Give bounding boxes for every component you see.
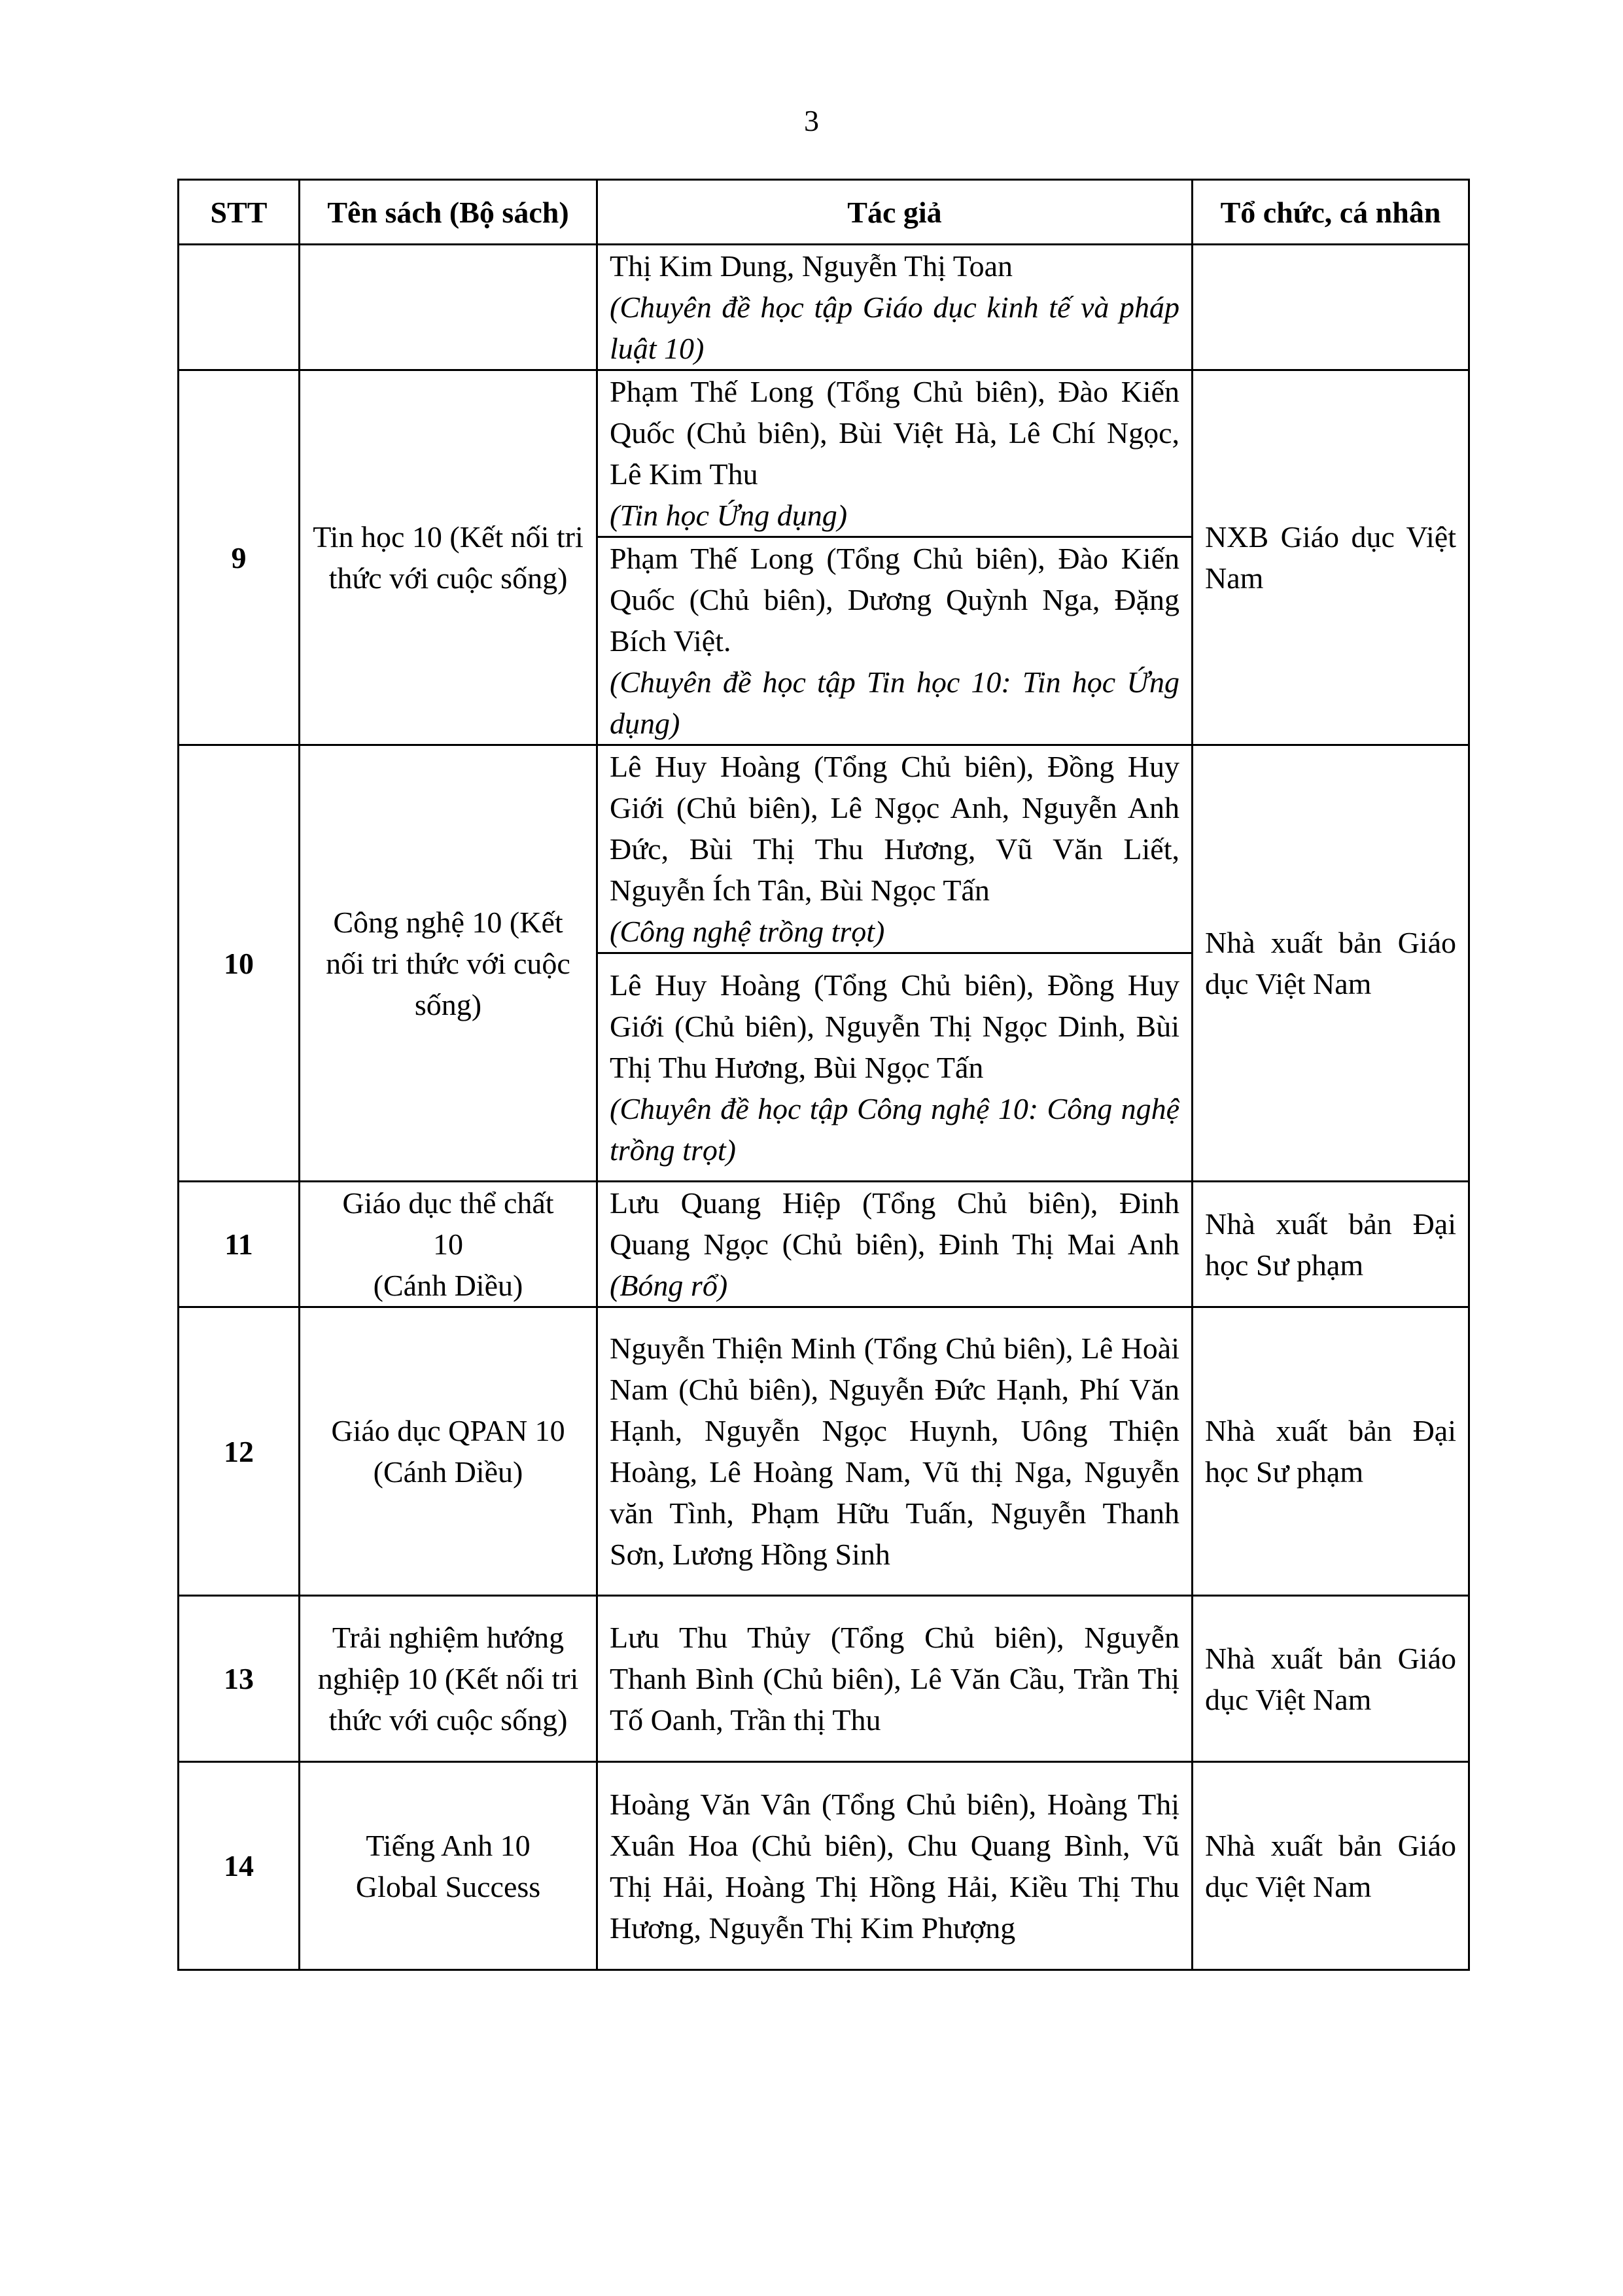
author-cell (597, 1307, 1193, 1596)
author-names: Phạm Thế Long (Tổng Chủ biên), Đào Kiến Quốc (Chủ biên), Dương Quỳnh Nga, Đặng Bích Việt. (610, 542, 1179, 658)
author-cell (597, 1762, 1193, 1970)
table-row (179, 370, 1469, 537)
textbook-table (177, 179, 1470, 1971)
org-cell: Nhà xuất bản Giáo dục Việt Nam (1193, 745, 1469, 1182)
table-row (179, 745, 1469, 953)
author-names: Phạm Thế Long (Tổng Chủ biên), Đào Kiến Quốc (Chủ biên), Bùi Việt Hà, Lê Chí Ngọc, Lê Kim Thu (610, 375, 1179, 491)
book-title-line: Giáo dục thể chất (342, 1186, 554, 1220)
stt-cell: 12 (179, 1307, 300, 1596)
stt-cell: 11 (179, 1182, 300, 1307)
table-row (179, 1762, 1469, 1970)
book-cell: Trải nghiệm hướng nghiệp 10 (Kết nối tri thức với cuộc sống) (300, 1596, 597, 1762)
org-cell (1193, 245, 1469, 370)
page-number: 3 (804, 104, 819, 137)
book-title-line: 10 (433, 1227, 463, 1261)
book-cell: Công nghệ 10 (Kết nối tri thức với cuộc sống) (300, 745, 597, 1182)
book-note: (Tin học Ứng dụng) (610, 499, 848, 532)
table-row (179, 1182, 1469, 1307)
book-cell: Tin học 10 (Kết nối tri thức với cuộc sống) (300, 370, 597, 745)
stt-cell: 14 (179, 1762, 300, 1970)
author-cell (597, 953, 1193, 1182)
author-names: Thị Kim Dung, Nguyễn Thị Toan (610, 249, 1013, 283)
stt-cell: 13 (179, 1596, 300, 1762)
table-row (179, 245, 1469, 370)
author-names: Lê Huy Hoàng (Tổng Chủ biên), Đồng Huy Giới (Chủ biên), Lê Ngọc Anh, Nguyễn Anh Đức, Bùi Thị Thu Hương, Vũ Văn Liết, Nguyễn Ích Tân, Bùi Ngọc Tấn (610, 750, 1179, 907)
stt-cell (179, 245, 300, 370)
author-names: Lưu Quang Hiệp (Tổng Chủ biên), Đinh Quang Ngọc (Chủ biên), Đinh Thị Mai Anh (610, 1186, 1179, 1261)
header-book: Tên sách (Bộ sách) (300, 180, 597, 245)
header-org: Tổ chức, cá nhân (1193, 180, 1469, 245)
stt-cell: 10 (179, 745, 300, 1182)
author-cell (597, 370, 1193, 537)
org-cell: Nhà xuất bản Đại học Sư phạm (1193, 1307, 1469, 1596)
book-cell: Giáo dục QPAN 10 (Cánh Diều) (300, 1307, 597, 1596)
header-author: Tác giả (597, 180, 1193, 245)
book-note: (Chuyên đề học tập Tin học 10: Tin học Ứng dụng) (610, 665, 1179, 740)
book-note: (Chuyên đề học tập Giáo dục kinh tế và pháp luật 10) (610, 291, 1179, 365)
author-cell (597, 537, 1193, 745)
author-names: Lưu Thu Thủy (Tổng Chủ biên), Nguyễn Thanh Bình (Chủ biên), Lê Văn Cầu, Trần Thị Tố Oanh, Trần thị Thu (610, 1621, 1179, 1737)
author-cell (597, 1596, 1193, 1762)
header-stt: STT (179, 180, 300, 245)
book-title-line: (Cánh Diều) (373, 1269, 523, 1302)
table-row (179, 1596, 1469, 1762)
author-names: Hoàng Văn Vân (Tổng Chủ biên), Hoàng Thị Xuân Hoa (Chủ biên), Chu Quang Bình, Vũ Thị Hải, Hoàng Thị Hồng Hải, Kiều Thị Thu Hương, Nguyễn Thị Kim Phượng (610, 1787, 1179, 1945)
org-cell: Nhà xuất bản Giáo dục Việt Nam (1193, 1596, 1469, 1762)
book-title-line: Global Success (355, 1869, 541, 1903)
table-row (179, 1307, 1469, 1596)
org-cell: NXB Giáo dục Việt Nam (1193, 370, 1469, 745)
book-note: (Công nghệ trồng trọt) (610, 915, 885, 948)
author-names: Nguyễn Thiện Minh (Tổng Chủ biên), Lê Hoài Nam (Chủ biên), Nguyễn Đức Hạnh, Phí Văn Hạnh, Nguyễn Ngọc Huynh, Uông Thiện Hoàng, Lê Hoàng Nam, Vũ thị Nga, Nguyễn văn Tình, Phạm Hữu Tuấn, Nguyễn Thanh Sơn, Lương Hồng Sinh (610, 1332, 1179, 1571)
book-title-line: Tiếng Anh 10 (366, 1828, 531, 1862)
author-cell (597, 745, 1193, 953)
book-cell (300, 1762, 597, 1970)
book-note: (Chuyên đề học tập Công nghệ 10: Công nghệ trồng trọt) (610, 1091, 1179, 1167)
table-header-row (179, 180, 1469, 245)
author-cell (597, 1182, 1193, 1307)
book-cell (300, 1182, 597, 1307)
book-cell (300, 245, 597, 370)
stt-cell: 9 (179, 370, 300, 745)
book-note: (Bóng rổ) (610, 1269, 728, 1302)
org-cell: Nhà xuất bản Giáo dục Việt Nam (1193, 1762, 1469, 1970)
org-cell: Nhà xuất bản Đại học Sư phạm (1193, 1182, 1469, 1307)
author-names: Lê Huy Hoàng (Tổng Chủ biên), Đồng Huy Giới (Chủ biên), Nguyễn Thị Ngọc Dinh, Bùi Thị Thu Hương, Bùi Ngọc Tấn (610, 968, 1179, 1084)
author-cell (597, 245, 1193, 370)
